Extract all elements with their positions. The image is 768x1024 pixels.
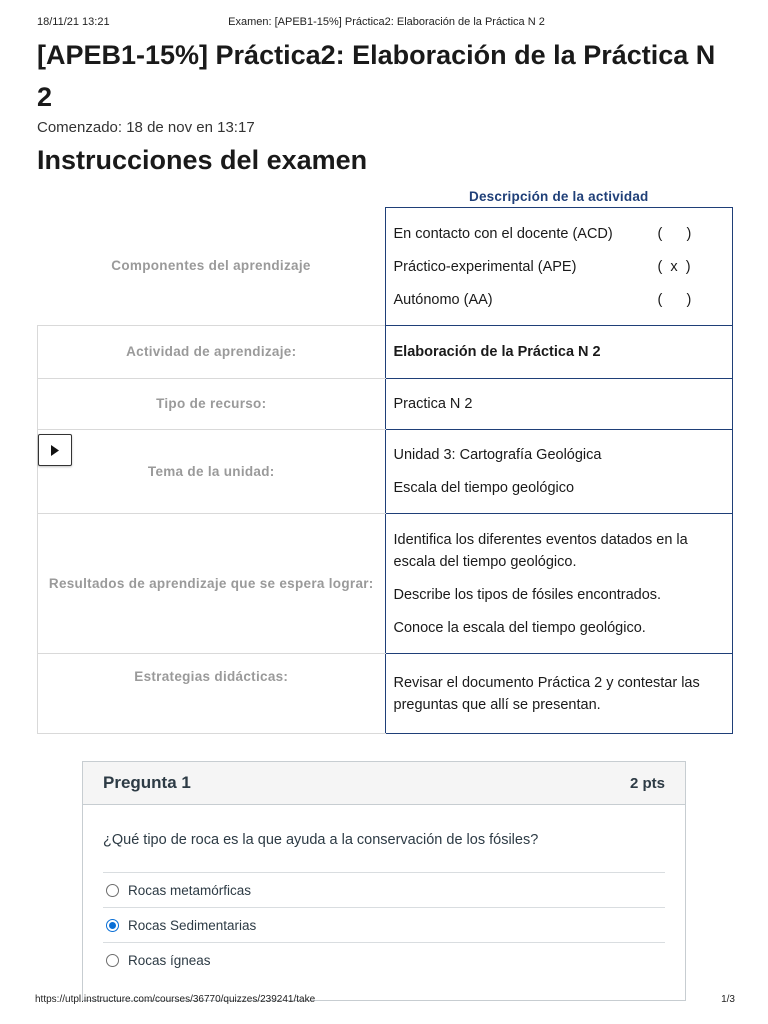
unit-topic-line: Unidad 3: Cartografía Geológica: [393, 447, 602, 463]
play-button[interactable]: [38, 434, 72, 466]
strategies-value: Revisar el documento Práctica 2 y contestar las preguntas que allí se presentan.: [385, 654, 733, 734]
components-label: Componentes del aprendizaje: [111, 258, 311, 274]
learning-activity-label: Actividad de aprendizaje:: [38, 326, 386, 379]
unit-topic-value: [385, 430, 733, 514]
answer-option[interactable]: [103, 872, 665, 907]
resource-type-label: Tipo de recurso:: [38, 379, 386, 430]
instructions-title: Instrucciones del examen: [37, 145, 368, 175]
result-line: Identifica los diferentes eventos datados en la escala del tiempo geológico.: [393, 531, 688, 570]
page-title: [APEB1-15%] Práctica2: Elaboración de la Práctica N 2: [37, 40, 716, 112]
component-line: [394, 289, 725, 311]
component-name: Autónomo (AA): [393, 291, 493, 308]
result-line: Conoce la escala del tiempo geológico.: [393, 619, 646, 636]
activity-caption-row: [38, 185, 733, 208]
question-title: Pregunta 1: [103, 773, 191, 792]
radio-button[interactable]: [106, 954, 119, 967]
strategies-row: [38, 654, 733, 734]
print-footer: [35, 994, 735, 1008]
question-text: ¿Qué tipo de roca es la que ayuda a la conservación de los fósiles?: [103, 832, 539, 848]
components-row: [38, 208, 733, 326]
print-url: https://utpl.instructure.com/courses/36770/quizzes/239241/take: [35, 994, 316, 1005]
print-doc-title: Examen: [APEB1-15%] Práctica2: Elaboración de la Práctica N 2: [228, 16, 545, 28]
activity-description-table: [37, 185, 733, 734]
print-page-number: 1/3: [721, 994, 735, 1005]
unit-topic-line: Escala del tiempo geológico: [393, 480, 575, 496]
results-label: Resultados de aprendizaje que se espera lograr:: [38, 514, 386, 654]
radio-button[interactable]: [106, 919, 119, 932]
started-timestamp: Comenzado: 18 de nov en 13:17: [37, 119, 255, 136]
component-mark: ( x ): [657, 258, 691, 275]
result-line: Describe los tipos de fósiles encontrados.: [393, 586, 662, 603]
answer-option[interactable]: [103, 942, 665, 977]
unit-topic-row: [38, 430, 733, 514]
component-mark: ( ): [657, 225, 692, 242]
component-name: Práctico-experimental (APE): [393, 258, 577, 275]
answer-list: [103, 872, 665, 977]
components-value: [385, 208, 733, 326]
print-header: [37, 16, 736, 32]
play-icon: [50, 445, 60, 456]
resource-type-row: [38, 379, 733, 430]
question-card: [82, 761, 686, 1001]
activity-caption: Descripción de la actividad: [469, 188, 649, 204]
unit-topic-label: Tema de la unidad:: [147, 463, 275, 479]
component-line: [394, 223, 725, 245]
strategies-label: Estrategias didácticas:: [38, 654, 386, 734]
answer-label: Rocas metamórficas: [128, 882, 252, 898]
resource-type-value: Practica N 2: [385, 379, 733, 430]
answer-label: Rocas ígneas: [128, 952, 211, 968]
radio-button[interactable]: [106, 884, 119, 897]
component-name: En contacto con el docente (ACD): [393, 225, 613, 242]
component-line: [394, 256, 725, 278]
answer-label: Rocas Sedimentarias: [128, 917, 257, 933]
learning-activity-value: Elaboración de la Práctica N 2: [385, 326, 733, 379]
results-row: [38, 514, 733, 654]
results-value: [385, 514, 733, 654]
question-points: 2 pts: [629, 774, 665, 792]
component-mark: ( ): [657, 291, 692, 308]
unit-topic-cell: [38, 430, 386, 514]
question-header: [83, 762, 685, 805]
answer-option[interactable]: [103, 907, 665, 942]
print-datetime: 18/11/21 13:21: [37, 16, 110, 28]
learning-activity-row: [38, 326, 733, 379]
